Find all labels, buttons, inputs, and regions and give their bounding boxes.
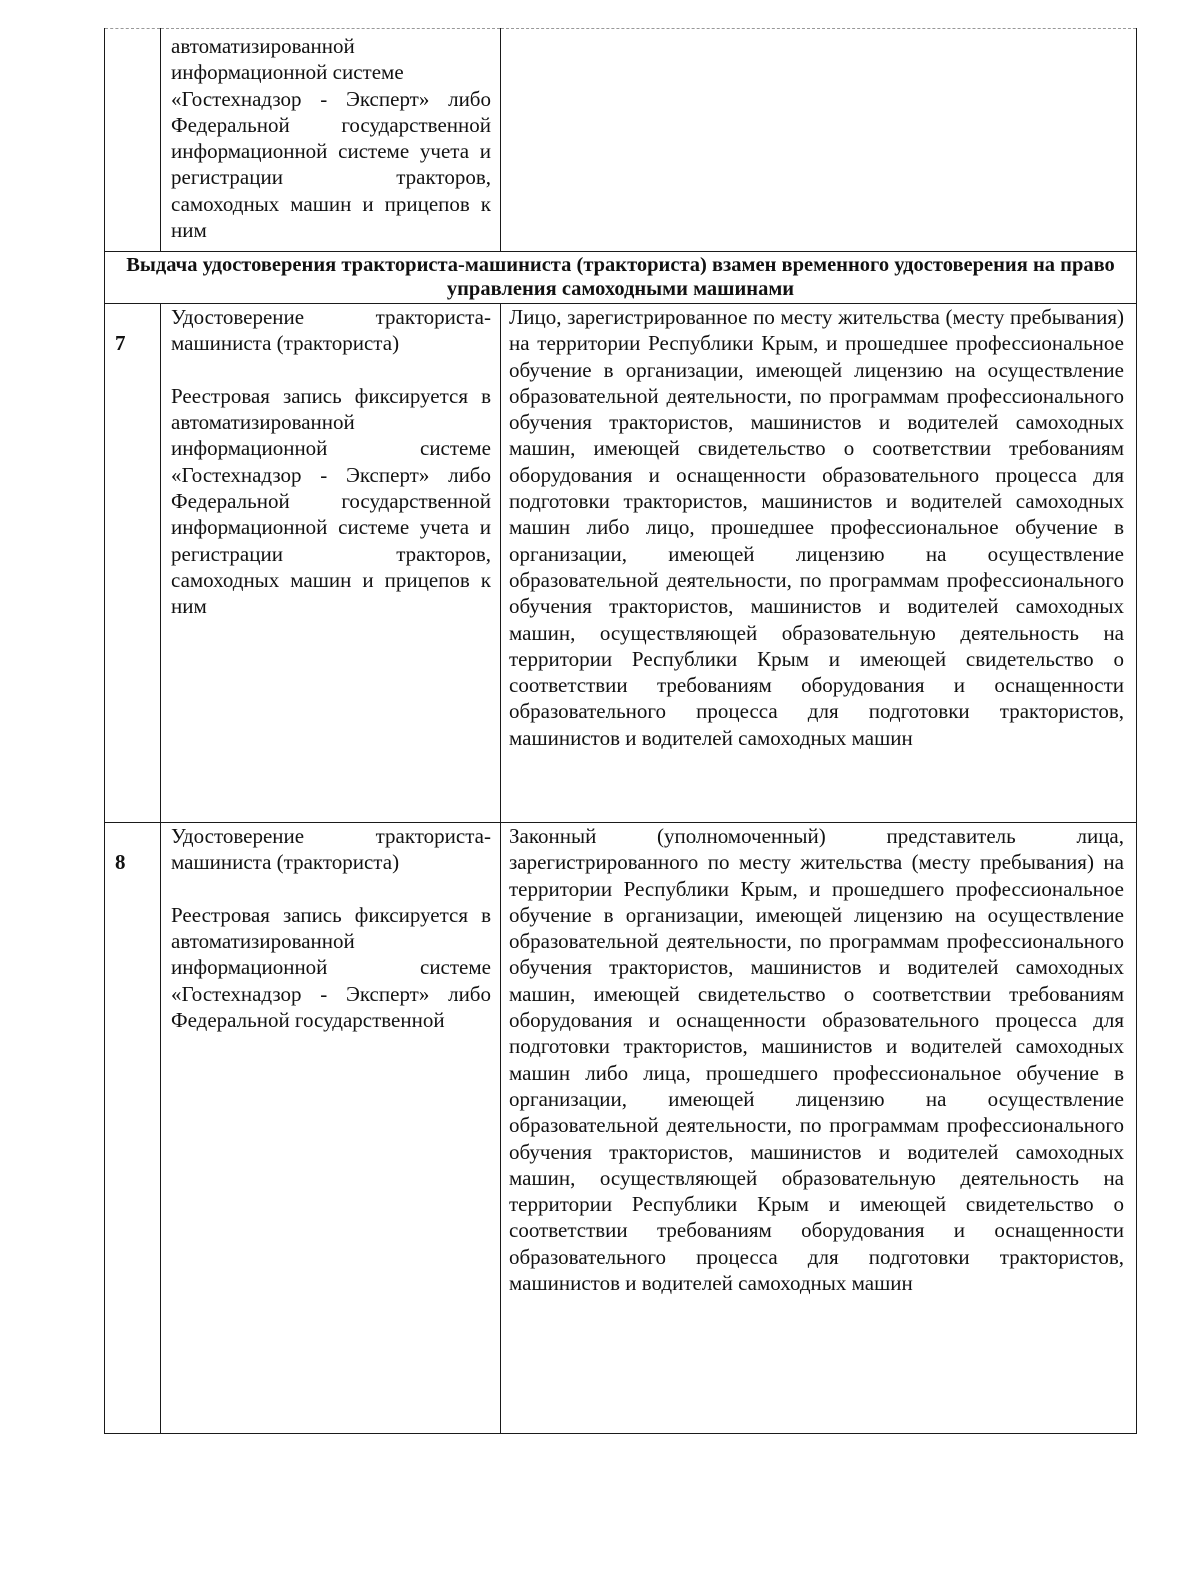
row-number-cell bbox=[105, 29, 161, 252]
document-cell bbox=[161, 29, 501, 252]
row-number: 7 bbox=[115, 331, 126, 355]
applicant-text: Лицо, зарегистрированное по месту жительства (месту пребывания) на территории Республики Крым, и прошедшее профессиональное обучение в организации, имеющей лицензию на осуществление образовательной деятельности, по программам профессионального обучения трактористов, машинистов и водителей самоходных машин, имеющей свидетельство о соответствии требованиям оборудования и оснащенности образовательного процесса для подготовки трактористов, машинистов и водителей самоходных машин либо лицо, прошедшее профессиональное обучение в организации, имеющей лицензию на осуществление образовательной деятельности, по программам профессионального обучения трактористов, машинистов и водителей самоходных машин, осуществляющей образовательную деятельность на территории Республики Крым и имеющей свидетельство о соответствии требованиям оборудования и оснащенности образовательного процесса для подготовки трактористов, машинистов и водителей самоходных машин bbox=[509, 305, 1124, 750]
applicant-cell bbox=[501, 304, 1137, 823]
section-heading-row bbox=[105, 252, 1137, 304]
document-text: Удостоверение тракториста-машиниста (тракториста) Реестровая запись фиксируется в автоматизированной информационной системе «Гостехнадзор - Эксперт» либо Федеральной государственной информационной системе учета и регистрации тракторов, самоходных машин и прицепов к ним bbox=[171, 305, 491, 619]
section-heading: Выдача удостоверения тракториста-машиниста (тракториста) взамен временного удостоверения на право управления самоходными машинами bbox=[105, 252, 1137, 304]
row-number: 8 bbox=[115, 850, 126, 874]
table-row bbox=[105, 304, 1137, 823]
table-row bbox=[105, 823, 1137, 1434]
row-number-cell bbox=[105, 304, 161, 823]
applicant-cell bbox=[501, 29, 1137, 252]
document-cell bbox=[161, 304, 501, 823]
document-cell bbox=[161, 823, 501, 1434]
document-text: автоматизированной информационной системе «Гостехнадзор - Эксперт» либо Федеральной государственной информационной системе учета и регистрации тракторов, самоходных машин и прицепов к ним bbox=[171, 34, 491, 243]
document-text: Удостоверение тракториста-машиниста (тракториста) Реестровая запись фиксируется в автоматизированной информационной системе «Гостехнадзор - Эксперт» либо Федеральной государственной bbox=[171, 824, 491, 1033]
row-number-cell bbox=[105, 823, 161, 1434]
table-row bbox=[105, 29, 1137, 252]
services-table bbox=[104, 28, 1137, 1434]
applicant-text: Законный (уполномоченный) представитель лица, зарегистрированного по месту жительства (месту пребывания) на территории Республики Крым, и прошедшего профессиональное обучение в организации, имеющей лицензию на осуществление образовательной деятельности, по программам профессионального обучения трактористов, машинистов и водителей самоходных машин, имеющей свидетельство о соответствии требованиям оборудования и оснащенности образовательного процесса для подготовки трактористов, машинистов и водителей самоходных машин либо лица, прошедшего профессиональное обучение в организации, имеющей лицензию на осуществление образовательной деятельности, по программам профессионального обучения трактористов, машинистов и водителей самоходных машин, осуществляющей образовательную деятельность на территории Республики Крым и имеющей свидетельство о соответствии требованиям оборудования и оснащенности образовательного процесса для подготовки трактористов, машинистов и водителей самоходных машин bbox=[509, 824, 1124, 1296]
applicant-cell bbox=[501, 823, 1137, 1434]
